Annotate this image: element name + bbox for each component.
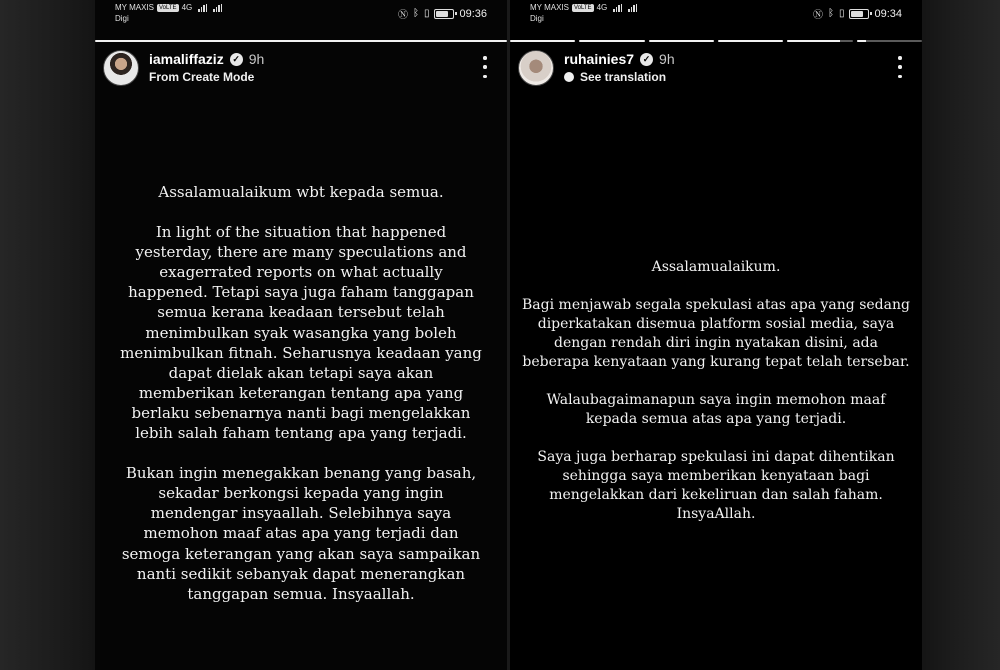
volte-badge: VoLTE <box>573 4 592 11</box>
avatar[interactable] <box>103 50 139 86</box>
story-text-line: lebih salah faham tentang apa yang terjadi. <box>135 424 467 443</box>
verified-icon: ✓ <box>230 53 243 66</box>
nfc-icon: Ⓝ <box>397 10 408 21</box>
carrier2-name: Digi <box>530 14 544 23</box>
story-text-line: beberapa kenyataan yang kurang tepat telah tersebar. <box>522 354 910 370</box>
signal-icon-2 <box>213 4 222 12</box>
see-translation-label: See translation <box>580 70 667 84</box>
status-bar <box>510 0 922 34</box>
carrier2-name: Digi <box>115 14 129 23</box>
signal-icon <box>613 4 622 12</box>
story-text-line: menimbulkan syak wasangka yang boleh <box>145 323 457 342</box>
carrier-info <box>115 2 222 24</box>
subline <box>149 70 254 84</box>
story-text-line: Assalamualaikum. <box>651 259 781 275</box>
paragraph-gap <box>95 443 507 463</box>
battery-icon <box>434 9 454 19</box>
story-text <box>95 182 507 604</box>
network-type: 4G <box>181 3 193 12</box>
vibrate-icon: ▯ <box>838 8 845 19</box>
clock: 09:34 <box>874 7 902 20</box>
signal-icon-2 <box>628 4 637 12</box>
clock: 09:36 <box>459 7 487 20</box>
progress-segment <box>718 40 783 42</box>
story-text-line: mendengar insyaallah. Selebihnya saya <box>150 504 452 523</box>
story-text-line: Bagi menjawab segala spekulasi atas apa yang sedang <box>522 297 910 313</box>
username[interactable]: ruhainies7 <box>564 51 635 67</box>
translate-icon <box>564 72 574 82</box>
progress-fill <box>787 40 839 42</box>
paragraph-gap <box>510 277 922 296</box>
story-text-line: happened. Tetapi saya juga faham tanggapan <box>128 283 474 302</box>
story-text-line: dengan rendah diri ingin nyatakan disini, ada <box>554 335 878 351</box>
time-ago: 9h <box>659 51 675 67</box>
carrier-info <box>530 2 637 24</box>
story-progress <box>510 40 922 42</box>
progress-segment <box>95 40 507 42</box>
story-text-line: yesterday, there are many speculations and <box>135 243 467 262</box>
status-icons <box>398 6 487 21</box>
status-icons <box>813 6 902 21</box>
volte-badge: VoLTE <box>158 4 177 11</box>
story-text-line: semoga keterangan yang akan saya sampaikan <box>121 544 481 563</box>
see-translation-button[interactable] <box>564 70 666 84</box>
avatar[interactable] <box>518 50 554 86</box>
story-screenshot-right <box>510 0 922 670</box>
story-text-line: Walaubagaimanapun saya ingin memohon maaf <box>546 392 886 408</box>
battery-level <box>851 11 862 17</box>
progress-segment <box>649 40 714 42</box>
username[interactable]: iamaliffaziz <box>149 51 224 67</box>
story-text-line: Assalamualaikum wbt kepada semua. <box>158 183 444 201</box>
create-mode-label: From Create Mode <box>149 70 255 84</box>
status-bar <box>95 0 507 34</box>
story-text-line: berlaku sebenarnya nanti bagi mengelakkan <box>131 403 471 422</box>
story-text-line: mengelakkan dari kekeliruan dan salah faham. <box>549 487 883 503</box>
progress-fill <box>95 40 507 42</box>
story-text-line: exagerrated reports on what actually <box>159 263 443 282</box>
story-text-line: nanti sedikit sebanyak dapat menerangkan <box>136 564 466 583</box>
story-progress <box>95 40 507 42</box>
progress-fill <box>649 40 714 42</box>
story-text-line: InsyaAllah. <box>676 506 756 522</box>
story-text-line: sekadar berkongsi kepada yang ingin <box>158 484 444 503</box>
background-left <box>0 0 95 670</box>
story-text-line: tanggapan semua. Insyaallah. <box>187 584 415 603</box>
battery-level <box>436 11 447 17</box>
story-text-line: In light of the situation that happened <box>155 223 447 242</box>
progress-segment <box>510 40 575 42</box>
signal-icon <box>198 4 207 12</box>
nfc-icon: Ⓝ <box>812 10 823 21</box>
story-screenshot-left <box>95 0 507 670</box>
progress-segment <box>787 40 852 42</box>
progress-segment <box>579 40 644 42</box>
vibrate-icon: ▯ <box>423 8 430 19</box>
paragraph-gap <box>95 202 507 222</box>
progress-segment <box>857 40 922 42</box>
story-text-line: Saya juga berharap spekulasi ini dapat dihentikan <box>537 449 895 465</box>
paragraph-gap <box>510 372 922 391</box>
story-text-line: sehingga saya memberikan kenyataan bagi <box>562 468 870 484</box>
progress-fill <box>579 40 644 42</box>
time-ago: 9h <box>248 51 265 67</box>
story-text-line: diperkatakan disemua platform sosial media, saya <box>537 316 895 332</box>
paragraph-gap <box>510 429 922 448</box>
background-right <box>920 0 1000 670</box>
progress-fill <box>718 40 783 42</box>
bluetooth-icon: ᛒ <box>412 8 419 19</box>
network-type: 4G <box>596 3 608 12</box>
story-header <box>103 48 499 92</box>
carrier-name: MY MAXIS <box>530 3 569 12</box>
story-text-line: Bukan ingin menegakkan benang yang basah, <box>125 464 477 483</box>
story-text-line: kepada semua atas apa yang terjadi. <box>585 411 847 427</box>
story-header <box>518 48 914 92</box>
story-text-line: menimbulkan fitnah. Seharusnya keadaan yang <box>120 343 482 362</box>
story-text-line: memberikan keterangan tentang apa yang <box>138 383 464 402</box>
story-text-line: memohon maaf atas apa yang terjadi dan <box>143 524 459 543</box>
bluetooth-icon: ᛒ <box>827 8 834 19</box>
story-text-line: semua kerana keadaan tersebut telah <box>157 303 445 322</box>
carrier-name: MY MAXIS <box>115 3 154 12</box>
progress-fill <box>857 40 867 42</box>
progress-fill <box>510 40 575 42</box>
story-text-line: dapat dielak akan tetapi saya akan <box>168 363 434 382</box>
more-options-icon[interactable] <box>894 56 906 78</box>
verified-icon: ✓ <box>640 53 653 66</box>
story-text <box>510 258 922 524</box>
battery-icon <box>849 9 869 19</box>
more-options-icon[interactable] <box>479 56 491 78</box>
